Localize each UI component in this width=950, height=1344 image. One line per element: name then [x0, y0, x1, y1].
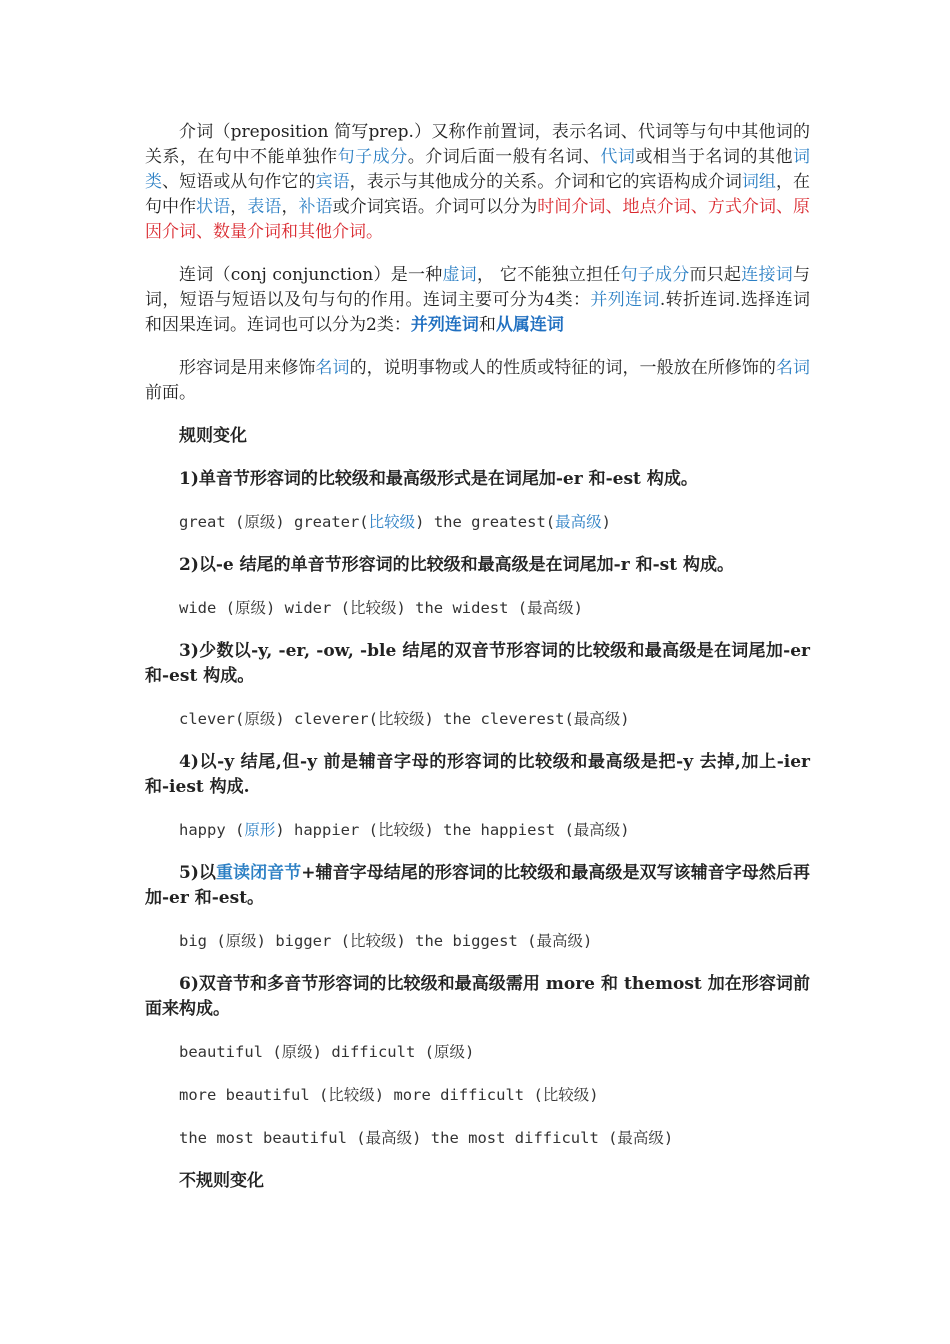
text: 。介词后面一般有名词、	[407, 147, 601, 167]
text: ，	[230, 197, 248, 217]
text: 介词（preposition 简写prep.）又称作前置词，表示名词、代词等与句中其他词的关系，在句中不能单独作	[145, 122, 810, 167]
example-6b: more beautiful (比较级) more difficult (比较级)	[179, 1086, 599, 1104]
link-connective[interactable]: 连接词	[741, 265, 794, 285]
link-pronoun[interactable]: 代词	[600, 147, 636, 167]
rule-5	[145, 861, 810, 911]
rule-3: 3)少数以-y, -er, -ow, -ble 结尾的双音节形容词的比较级和最高级是在词尾加-er 和-est 构成。	[145, 641, 810, 686]
rule-2: 2)以-e 结尾的单音节形容词的比较级和最高级是在词尾加-r 和-st 构成。	[179, 555, 734, 575]
example-2: wide (原级) wider (比较级) the widest (最高级)	[179, 599, 583, 617]
example-5: big (原级) bigger (比较级) the biggest (最高级)	[179, 932, 593, 950]
example-6c: the most beautiful (最高级) the most difficult (最高级)	[179, 1129, 674, 1147]
rule-1: 1)单音节形容词的比较级和最高级形式是在词尾加-er 和-est 构成。	[179, 469, 698, 489]
text: )	[601, 513, 611, 531]
text: 而只起	[689, 265, 742, 285]
preposition-paragraph	[145, 120, 810, 245]
text: +辅音字母结尾的形容词的比较级和最高级是双写该辅音字母然后再加-er 和-est。	[145, 863, 811, 908]
link-sentence-component[interactable]: 句子成分	[337, 147, 408, 167]
text: ，	[281, 197, 299, 217]
link-complement[interactable]: 补语	[298, 197, 333, 217]
text: ，在句中作	[145, 172, 811, 217]
text: ，表示与其他成分的关系。介词和它的宾语构成介词	[349, 172, 742, 192]
link-function-word[interactable]: 虚词	[442, 265, 477, 285]
link-coordinating-conjunction-bold[interactable]: 并列连词	[410, 315, 479, 335]
example-4	[145, 818, 810, 843]
text: happy (	[179, 821, 245, 839]
conjunction-paragraph	[145, 263, 810, 338]
highlight-preposition-types: 时间介词、地点介词、方式介词、原因介词、数量介词和其他介词。	[145, 197, 811, 242]
adjective-paragraph	[145, 356, 810, 406]
text: 5)以	[179, 863, 216, 883]
example-1	[145, 510, 810, 535]
link-predicative[interactable]: 表语	[247, 197, 282, 217]
example-6a: beautiful (原级) difficult (原级)	[179, 1043, 475, 1061]
text: 、短语或从句作它的	[162, 172, 316, 192]
link-subordinating-conjunction[interactable]: 从属连词	[495, 315, 564, 335]
link-phrase[interactable]: 词组	[741, 172, 776, 192]
heading-irregular-change: 不规则变化	[179, 1171, 264, 1191]
document-body	[145, 120, 810, 1212]
text: 形容词是用来修饰	[179, 358, 316, 378]
link-object[interactable]: 宾语	[315, 172, 350, 192]
link-comparative[interactable]: 比较级	[368, 513, 416, 531]
link-noun[interactable]: 名词	[315, 358, 350, 378]
link-adverbial[interactable]: 状语	[196, 197, 231, 217]
text: ) the greatest(	[415, 513, 556, 531]
link-noun[interactable]: 名词	[775, 358, 811, 378]
link-superlative[interactable]: 最高级	[555, 513, 602, 531]
rule-4: 4)以-y 结尾,但-y 前是辅音字母的形容词的比较级和最高级是把-y 去掉,加上-ier 和-iest 构成.	[145, 752, 810, 797]
link-sentence-component[interactable]: 句子成分	[620, 265, 690, 285]
text: ， 它不能独立担任	[476, 265, 621, 285]
text: 和	[478, 315, 496, 335]
heading-regular-change: 规则变化	[179, 426, 247, 446]
text: 或相当于名词的其他	[635, 147, 794, 167]
text: 的，说明事物或人的性质或特征的词，一般放在所修饰的	[349, 358, 776, 378]
example-3: clever(原级) cleverer(比较级) the cleverest(最高级)	[179, 710, 630, 728]
link-stressed-closed-syllable[interactable]: 重读闭音节	[215, 863, 302, 883]
link-word-class[interactable]: 词类	[145, 147, 811, 192]
link-base-form[interactable]: 原形	[244, 821, 276, 839]
text: great (原级) greater(	[179, 513, 369, 531]
rule-6: 6)双音节和多音节形容词的比较级和最高级需用 more 和 themost 加在形容词前面来构成。	[145, 974, 810, 1019]
text: .转折连词.选择连词和因果连词。连词也可以分为2类：	[145, 290, 810, 335]
link-coordinating-conjunction[interactable]: 并列连词	[590, 290, 660, 310]
text: 前面。	[145, 383, 196, 403]
text: 连词（conj conjunction）是一种	[179, 265, 443, 285]
text: 与词，短语与短语以及句与句的作用。连词主要可分为4类：	[145, 265, 811, 310]
text: 或介词宾语。介词可以分为	[332, 197, 538, 217]
text: ) happier (比较级) the happiest (最高级)	[275, 821, 630, 839]
